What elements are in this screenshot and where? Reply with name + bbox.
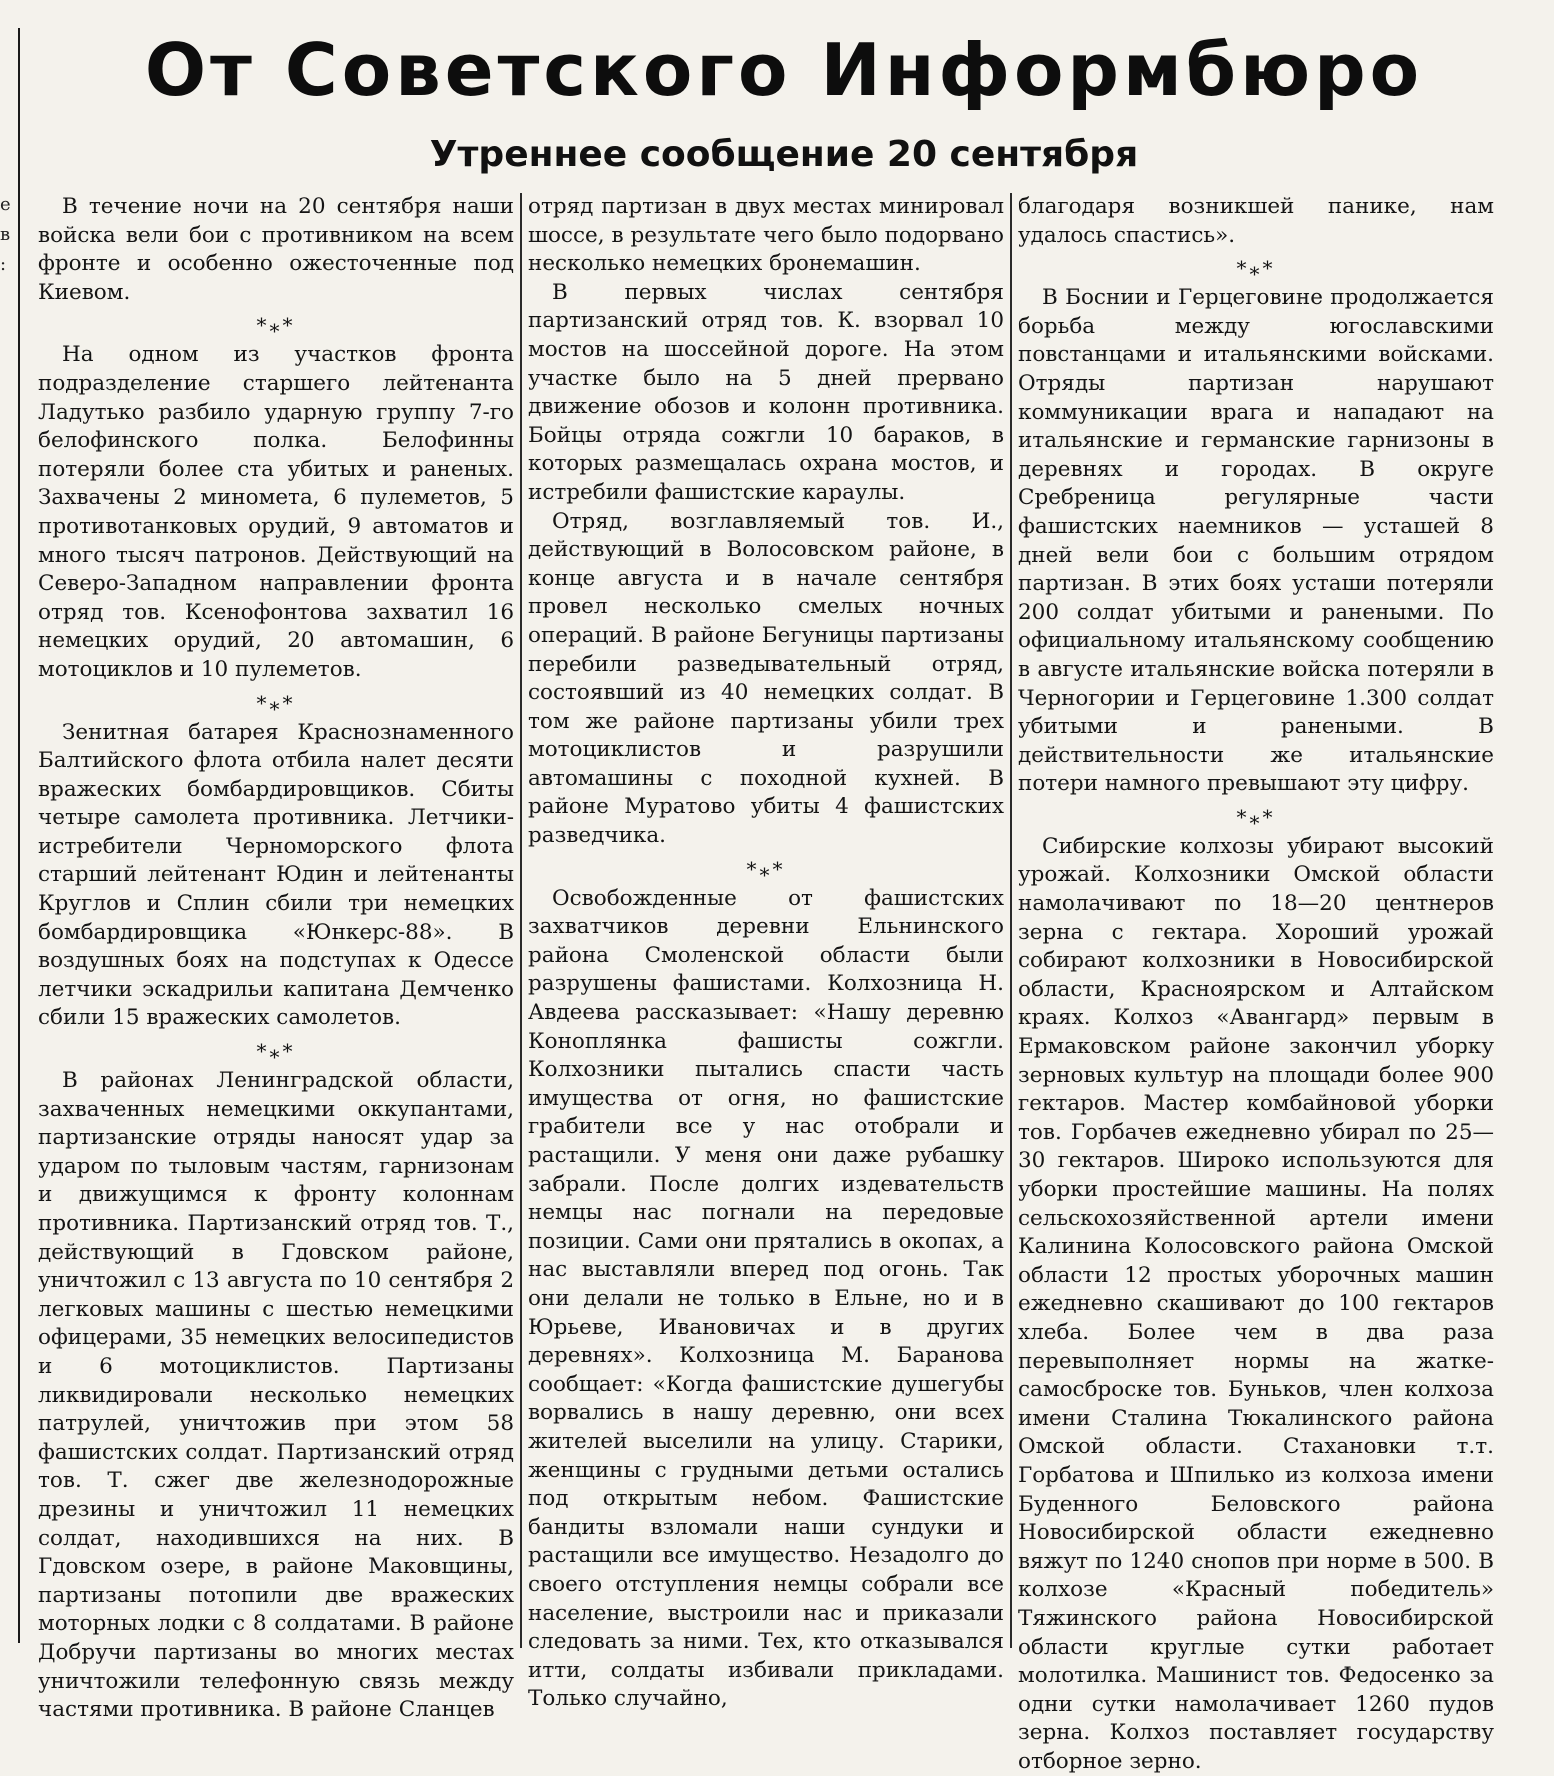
paragraph: В районах Ленинградской области, захваченных немецкими оккупантами, партизанские отряды наносят удар за ударом по тыловым частям, гарнизонам и движущимся к фронту колоннам противника. Партизанский отряд тов. Т., действующий в Гдовском районе, уничтожил с 13 августа по 10 сентября 2 легковых машины с шестью немецкими офицерами, 35 немецких велосипедистов и 6 мотоциклистов. Партизаны ликвидировали несколько немецких патрулей, уничтожив при этом 58 фашистских солдат. Партизанский отряд тов. Т. сжег две железнодорожные дрезины и уничтожил 11 немецких солдат, находившихся на них. В Гдовском озере, в районе Маковщины, партизаны потопили две вражеских моторных лодки с 8 солдатами. В районе Добручи партизаны во многих местах уничтожили телефонную связь между частями противника. В районе Сланцев bbox=[38, 1068, 514, 1723]
section-separator: *⁎* bbox=[256, 690, 296, 715]
section-separator: *⁎* bbox=[256, 313, 296, 338]
paragraph: Отряд, возглавляемый тов. И., действующий в Волосовском районе, в конце августа и в начале сентября провел несколько смелых ночных операций. В районе Бегуницы партизаны перебили разведывательный отряд, состоявший из 40 немецких солдат. В том же районе партизаны убили трех мотоциклистов и разрушили автомашины с походной кухней. В районе Муратово убиты 4 фашистских разведчика. bbox=[528, 508, 1004, 849]
continued-paragraph: отряд партизан в двух местах минировал шоссе, в результате чего было подорвано несколько немецких бронемашин. bbox=[528, 194, 1004, 277]
paragraph: Зенитная батарея Краснознаменного Балтийского флота отбила налет десяти вражеских бомбардировщиков. Сбиты четыре самолета противника. Летчики-истребители Черноморского флота старший лейтенант Юдин и лейтенанты Круглов и Сплин сбили три немецких бомбардировщика «Юнкерс-88». В воздушных боях на подступах к Одессе летчики эскадрильи капитана Демченко сбили 15 вражеских самолетов. bbox=[38, 719, 514, 1031]
page-border-rule bbox=[18, 28, 20, 1643]
section-separator: *⁎* bbox=[1236, 256, 1276, 281]
margin-fragment: в bbox=[0, 224, 11, 245]
column-2 bbox=[528, 193, 1004, 1712]
column-divider bbox=[1010, 193, 1012, 1648]
subheadline: Утреннее сообщение 20 сентября bbox=[429, 134, 1139, 175]
column-1 bbox=[38, 193, 514, 1723]
paragraph: Сибирские колхозы убирают высокий урожай. Колхозники Омской области намолачивают по 18—20 центнеров зерна с гектара. Хороший урожай собирают колхозники в Новосибирской области, Красноярском и Алтайском краях. Колхоз «Авангард» первым в Ермаковском районе закончил уборку зерновых культур на площади более 900 гектаров. Мастер комбайновой уборки тов. Горбачев ежедневно убирал по 25—30 гектаров. Широко используются для уборки простейшие машины. На полях сельскохозяйственной артели имени Калинина Колосовского района Омской области 12 простых уборочных машин ежедневно скашивают до 100 гектаров хлеба. Более чем в два раза перевыполняет нормы на жатке-самосброске тов. Буньков, член колхоза имени Сталина Тюкалинского района Омской области. Стахановки т.т. Горбатова и Шпилько из колхоза имени Буденного Беловского района Новосибирской области ежедневно вяжут по 1240 снопов при норме в 500. В колхозе «Красный победитель» Тяжинского района Новосибирской области круглые сутки работает молотилка. Машинист тов. Федосенко за одни сутки намолачивает 1260 пудов зерна. Колхоз поставляет государству отборное зерно. bbox=[1018, 833, 1494, 1774]
paragraph: В первых числах сентября партизанский отряд тов. К. взорвал 10 мостов на шоссейной дороге. На этом участке было на 5 дней прервано движение обозов и колонн противника. Бойцы отряда сожгли 10 бараков, в которых размещалась охрана мостов, и истребили фашистские караулы. bbox=[528, 279, 1004, 505]
margin-fragment: е bbox=[0, 194, 11, 215]
paragraph: Освобожденные от фашистских захватчиков деревни Ельнинского района Смоленской области были разрушены фашистами. Колхозница Н. Авдеева рассказывает: «Нашу деревню Коноплянка фашисты сожгли. Колхозники пытались спасти часть имущества от огня, но фашистские грабители все у нас отобрали и растащили. У меня они даже рубашку забрали. После долгих издевательств немцы нас погнали на передовые позиции. Сами они прятались в окопах, а нас выставляли вперед под огонь. Так они делали не только в Ельне, но и в Юрьеве, Ивановичах и в других деревнях». Колхозница М. Баранова сообщает: «Когда фашистские душегубы ворвались в нашу деревню, они всех жителей выселили на улицу. Старики, женщины с грудными детьми остались под открытым небом. Фашистские бандиты взломали наши сундуки и растащили все имущество. Незадолго до своего отступления немцы собрали все население, выстроили нас и приказали следовать за ними. Тех, кто отказывался итти, солдаты избивали прикладами. Только случайно, bbox=[528, 885, 1004, 1712]
left-margin-strip bbox=[0, 0, 16, 1650]
section-separator: *⁎* bbox=[1236, 804, 1276, 829]
column-3 bbox=[1018, 193, 1494, 1774]
paragraph: В Боснии и Герцеговине продолжается борьба между югославскими повстанцами и итальянскими войсками. Отряды партизан нарушают коммуникации врага и нападают на итальянские и германские гарнизоны в деревнях и городах. В округе Сребреница регулярные части фашистских наемников — усташей 8 дней вели бои с большим отрядом партизан. В этих боях усташи потеряли 200 солдат убитыми и ранеными. По официальному итальянскому сообщению в августе итальянские войска потеряли в Черногории и Герцеговине 1.300 солдат убитыми и ранеными. В действительности же итальянские потери намного превышают эту цифру. bbox=[1018, 285, 1494, 797]
continued-paragraph: благодаря возникшей панике, нам удалось спастись». bbox=[1018, 194, 1494, 248]
paragraph: В течение ночи на 20 сентября наши войска вели бои с противником на всем фронте и особенно ожесточенные под Киевом. bbox=[38, 194, 514, 305]
masthead: От Советского Информбюро bbox=[144, 28, 1424, 112]
article-header bbox=[24, 0, 1544, 180]
article-columns bbox=[38, 193, 1548, 1774]
section-separator: *⁎* bbox=[256, 1039, 296, 1064]
column-divider bbox=[520, 193, 522, 1648]
margin-fragment: : bbox=[0, 254, 7, 275]
section-separator: *⁎* bbox=[746, 856, 786, 881]
paragraph: На одном из участков фронта подразделение старшего лейтенанта Ладутько разбило ударную группу 7-го белофинского полка. Белофинны потеряли более ста убитых и раненых. Захвачены 2 миномета, 6 пулеметов, 5 противотанковых орудий, 9 автоматов и много тысяч патронов. Действующий на Северо-Западном направлении фронта отряд тов. Ксенофонтова захватил 16 немецких орудий, 20 автомашин, 6 мотоциклов и 10 пулеметов. bbox=[38, 342, 514, 682]
